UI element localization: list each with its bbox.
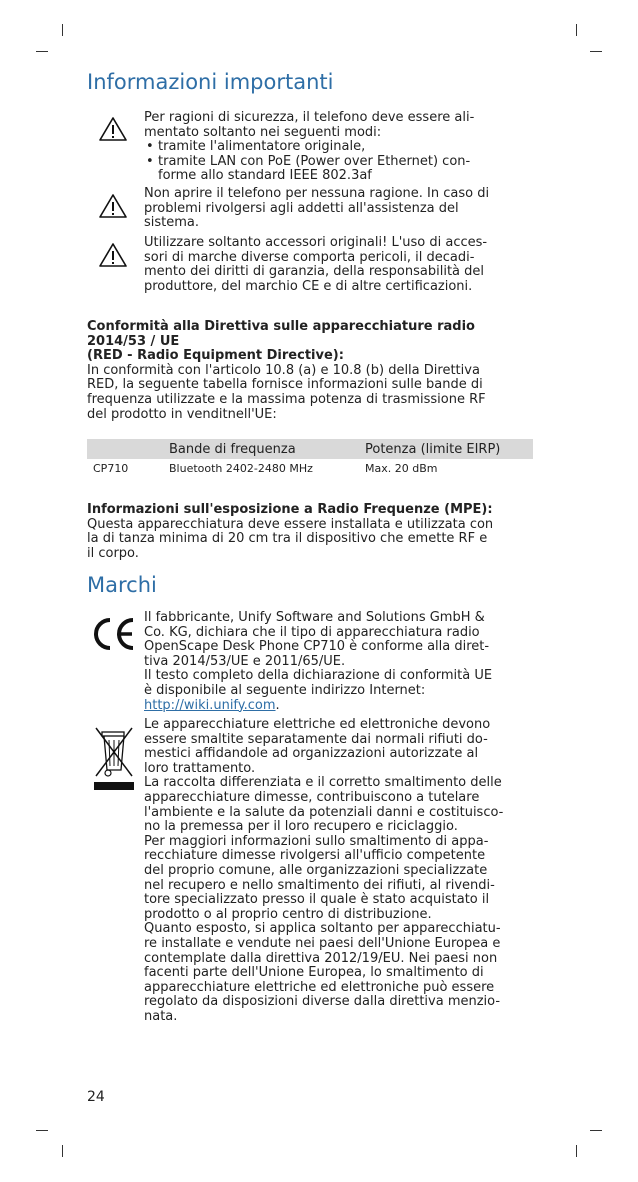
section-title: (RED - Radio Equipment Directive): xyxy=(87,348,344,364)
text-line: sori di marche diverse comporta pericoli, il decadi- xyxy=(144,249,475,265)
text-line: Per maggiori informazioni sullo smaltimento di appa- xyxy=(144,833,489,849)
page-number: 24 xyxy=(87,1089,105,1105)
text-line: Il fabbricante, Unify Software and Solutions GmbH & xyxy=(144,610,485,625)
warning-block xyxy=(88,236,538,296)
list-item xyxy=(144,140,534,155)
crop-mark xyxy=(36,1130,48,1131)
text-line: re installate e vendute nei paesi dell'Unione Europea e xyxy=(144,935,501,951)
table-header-cell xyxy=(87,439,163,459)
text-line: • tramite LAN con PoE (Power over Ethernet) con- xyxy=(158,153,471,169)
table-header-cell: Bande di frequenza xyxy=(163,439,359,459)
warning-text xyxy=(144,236,534,294)
text-line: . xyxy=(275,697,280,713)
warning-triangle-icon xyxy=(98,116,128,142)
text-line: forme allo standard IEEE 802.3af xyxy=(158,168,372,184)
text-line: del prodotto in venditnell'UE: xyxy=(87,406,277,422)
wiki-link[interactable]: http://wiki.unify.com xyxy=(144,697,276,713)
text-line: recchiature dimesse rivolgersi all'ufficio competente xyxy=(144,848,486,864)
text-line: è disponibile al seguente indirizzo Internet: xyxy=(144,682,426,698)
text-line: frequenza utilizzate e la massima potenza di trasmissione RF xyxy=(87,391,486,407)
table-header-cell: Potenza (limite EIRP) xyxy=(359,439,533,459)
warning-text xyxy=(144,187,534,231)
warning-block xyxy=(88,111,538,183)
text-line: facenti parte dell'Unione Europea, lo smaltimento di xyxy=(144,965,484,981)
text-line: Le apparecchiature elettriche ed elettroniche devono xyxy=(144,717,491,732)
mpe-section xyxy=(87,503,537,561)
section-title: Conformità alla Direttiva sulle apparecchiature radio xyxy=(87,319,475,334)
text-line: La raccolta differenziata e il corretto smaltimento delle xyxy=(144,775,502,791)
conformity-section xyxy=(87,320,537,422)
text-line: OpenScape Desk Phone CP710 è conforme alla diret- xyxy=(144,639,490,655)
text-line: produttore, del marchio CE e di altre certificazioni. xyxy=(144,278,473,294)
table-header-row xyxy=(87,439,533,459)
table-cell: CP710 xyxy=(93,461,129,475)
text-line: regolato da disposizioni diverse dalla direttiva menzio- xyxy=(144,994,501,1010)
section-title: 2014/53 / UE xyxy=(87,333,180,349)
ce-mark-icon xyxy=(90,617,136,651)
section-title: Informazioni sull'esposizione a Radio Frequenze (MPE): xyxy=(87,502,493,517)
text-line: Il testo completo della dichiarazione di conformità UE xyxy=(144,668,493,684)
text-line: nel recupero e nello smaltimento dei rifiuti, al rivendi- xyxy=(144,877,495,893)
frequency-table xyxy=(87,439,533,477)
warning-triangle-icon xyxy=(98,242,128,268)
weee-block xyxy=(88,718,538,1028)
text-line: tiva 2014/53/UE e 2011/65/UE. xyxy=(144,653,346,669)
text-line: mentato soltanto nei seguenti modi: xyxy=(144,124,382,140)
table-row xyxy=(87,459,533,477)
crop-mark xyxy=(62,24,63,36)
crop-mark xyxy=(62,1145,63,1157)
text-line: problemi rivolgersi agli addetti all'assistenza del xyxy=(144,200,459,216)
text-line: tore specializzato presso il quale è stato acquistato il xyxy=(144,892,490,908)
text-line: mento dei diritti di garanzia, della responsabilità del xyxy=(144,264,484,280)
ce-text xyxy=(144,611,534,713)
list-item xyxy=(144,155,534,184)
text-line: Non aprire il telefono per nessuna ragione. In caso di xyxy=(144,186,490,201)
warning-triangle-icon xyxy=(98,193,128,219)
bullet-list xyxy=(144,140,534,184)
section-heading-marks: Marchi xyxy=(87,573,157,597)
text-line: del proprio comune, alle organizzazioni specializzate xyxy=(144,862,488,878)
text-line: nata. xyxy=(144,1008,178,1024)
text-line: Questa apparecchiatura deve essere installata e utilizzata con xyxy=(87,516,494,532)
crop-mark xyxy=(576,24,577,36)
table-cell: Max. 20 dBm xyxy=(365,461,438,475)
text-line: il corpo. xyxy=(87,545,139,561)
crop-mark xyxy=(590,51,602,52)
crop-mark xyxy=(576,1145,577,1157)
text-line: loro trattamento. xyxy=(144,760,256,776)
text-line: Utilizzare soltanto accessori originali! L'uso di acces- xyxy=(144,235,488,250)
crop-mark xyxy=(36,51,48,52)
text-line: contemplate dalla direttiva 2012/19/EU. Nei paesi non xyxy=(144,950,498,966)
text-line: sistema. xyxy=(144,215,200,231)
text-line xyxy=(144,699,534,714)
weee-text xyxy=(144,718,534,1024)
text-line: Per ragioni di sicurezza, il telefono deve essere ali- xyxy=(144,110,475,125)
table-cell: Bluetooth 2402-2480 MHz xyxy=(169,461,313,475)
text-line: no la premessa per il loro recupero e riciclaggio. xyxy=(144,819,458,835)
text-line: mestici affidandole ad organizzazioni autorizzate al xyxy=(144,746,479,762)
ce-block xyxy=(88,611,538,715)
text-line: apparecchiature elettriche ed elettroniche può essere xyxy=(144,979,495,995)
text-line: essere smaltite separatamente dai normali rifiuti do- xyxy=(144,731,488,747)
section-heading-important: Informazioni importanti xyxy=(87,70,334,94)
text-line: RED, la seguente tabella fornisce informazioni sulle bande di xyxy=(87,377,483,393)
text-line: l'ambiente e la salute da potenziali danni e costituisco- xyxy=(144,804,504,820)
text-line: apparecchiature dimesse, contribuiscono a tutelare xyxy=(144,789,480,805)
warning-block xyxy=(88,187,538,233)
text-line: la di tanza minima di 20 cm tra il dispositivo che emette RF e xyxy=(87,531,488,547)
text-line: prodotto o al proprio centro di distribuzione. xyxy=(144,906,432,922)
crossed-out-wheelie-bin-icon xyxy=(92,722,136,790)
warning-text xyxy=(144,111,534,184)
text-line: tramite l'alimentatore originale, xyxy=(158,139,366,155)
text-line: In conformità con l'articolo 10.8 (a) e 10.8 (b) della Direttiva xyxy=(87,362,480,378)
text-line: Quanto esposto, si applica soltanto per apparecchiatu- xyxy=(144,921,501,937)
text-line: Co. KG, dichiara che il tipo di apparecchiatura radio xyxy=(144,624,480,640)
crop-mark xyxy=(590,1130,602,1131)
